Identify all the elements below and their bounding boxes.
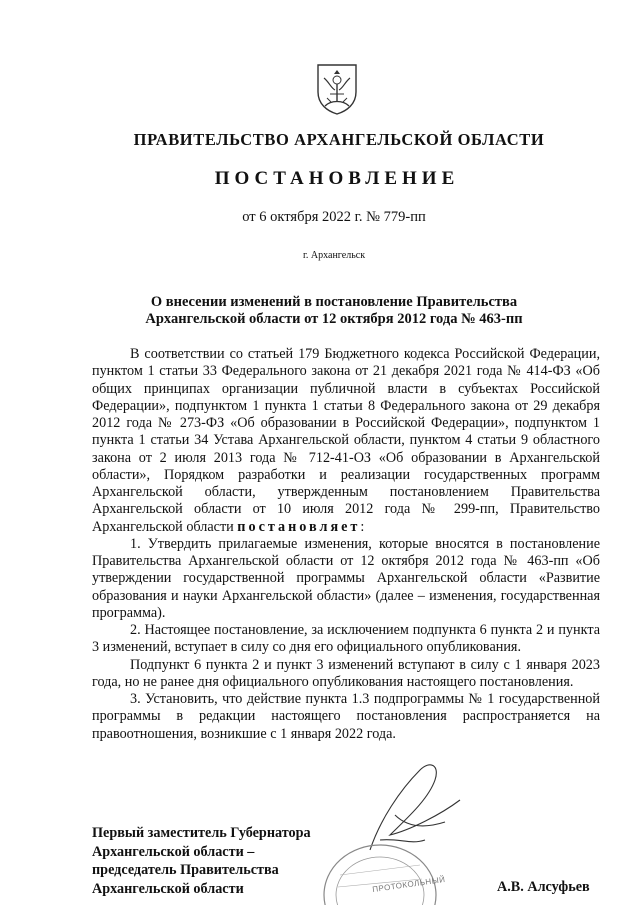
title-line-2: Архангельской области от 12 октября 2012 года № 463-пп xyxy=(145,311,523,327)
title-line-1: О внесении изменений в постановление Правительства xyxy=(150,294,518,310)
document-date-number: от 6 октября 2022 г. № 779-пп xyxy=(242,209,426,225)
signer-name: А.В. Алсуфьев xyxy=(497,879,590,895)
paragraph-2-note: Подпункт 6 пункта 2 и пункт 3 изменений вступают в силу с 1 января 2023 года, но не ранее дня официального опубликования настоящего постановления. xyxy=(92,656,600,690)
document-city: г. Архангельск xyxy=(302,250,366,261)
document-body xyxy=(92,346,600,743)
document-title xyxy=(0,294,640,328)
signatory-line-4: Архангельской области xyxy=(92,880,244,897)
organization-name: ПРАВИТЕЛЬСТВО АРХАНГЕЛЬСКОЙ ОБЛАСТИ xyxy=(133,130,545,149)
stamp-label: ПРОТОКОЛЬНЫЙ xyxy=(371,874,446,895)
signatory-line-1: Первый заместитель Губернатора xyxy=(92,825,311,841)
preamble-end: : xyxy=(360,518,365,535)
decree-word: постановляет xyxy=(237,518,361,535)
paragraph-3: 3. Установить, что действие пункта 1.3 подпрограммы № 1 государственной программы в редакции настоящего постановления распространяется на правоотношения, возникшие с 1 января 2022 года. xyxy=(92,691,600,742)
preamble-text: В соответствии со статьей 179 Бюджетного кодекса Российской Федерации, пунктом 1 статьи 33 Федерального закона от 21 декабря 2021 года № 414-ФЗ «Об общих принципах организации публичной власти в субъектах Российской Федерации», подпунктом 1 пункта 1 статьи 8 Федерального закона от 29 декабря 2012 года № 273-ФЗ «Об образовании в Российской Федерации», подпунктом 1 пункта 1 статьи 34 Устава Архангельской области, пунктом 4 статьи 9 областного закона от 2 июля 2013 года № 712-41-ОЗ «Об образовании в Архангельской области», Порядком разработки и реализации государственных программ Архангельской области, утвержденным постановлением Правительства Архангельской области от 10 июля 2012 года № 299-пп, Правительство Архангельской области xyxy=(92,346,600,535)
paragraph-2: 2. Настоящее постановление, за исключением подпункта 6 пункта 2 и пункта 3 изменений, вступает в силу со дня его официального опубликования. xyxy=(92,622,600,656)
paragraph-1: 1. Утвердить прилагаемые изменения, которые вносятся в постановление Правительства Архангельской области от 12 октября 2012 года № 463-пп «Об утверждении государственной программы Архангельской области «Развитие образования и науки Архангельской области» (далее – изменения, государственная программа). xyxy=(92,535,600,621)
document-type: ПОСТАНОВЛЕНИЕ xyxy=(214,168,460,189)
coat-of-arms-icon xyxy=(315,62,359,116)
signatory-line-2: Архангельской области – xyxy=(92,843,255,860)
signatory-position xyxy=(92,824,372,898)
paragraph-preamble xyxy=(92,346,600,536)
signatory-line-3: председатель Правительства xyxy=(92,862,279,878)
